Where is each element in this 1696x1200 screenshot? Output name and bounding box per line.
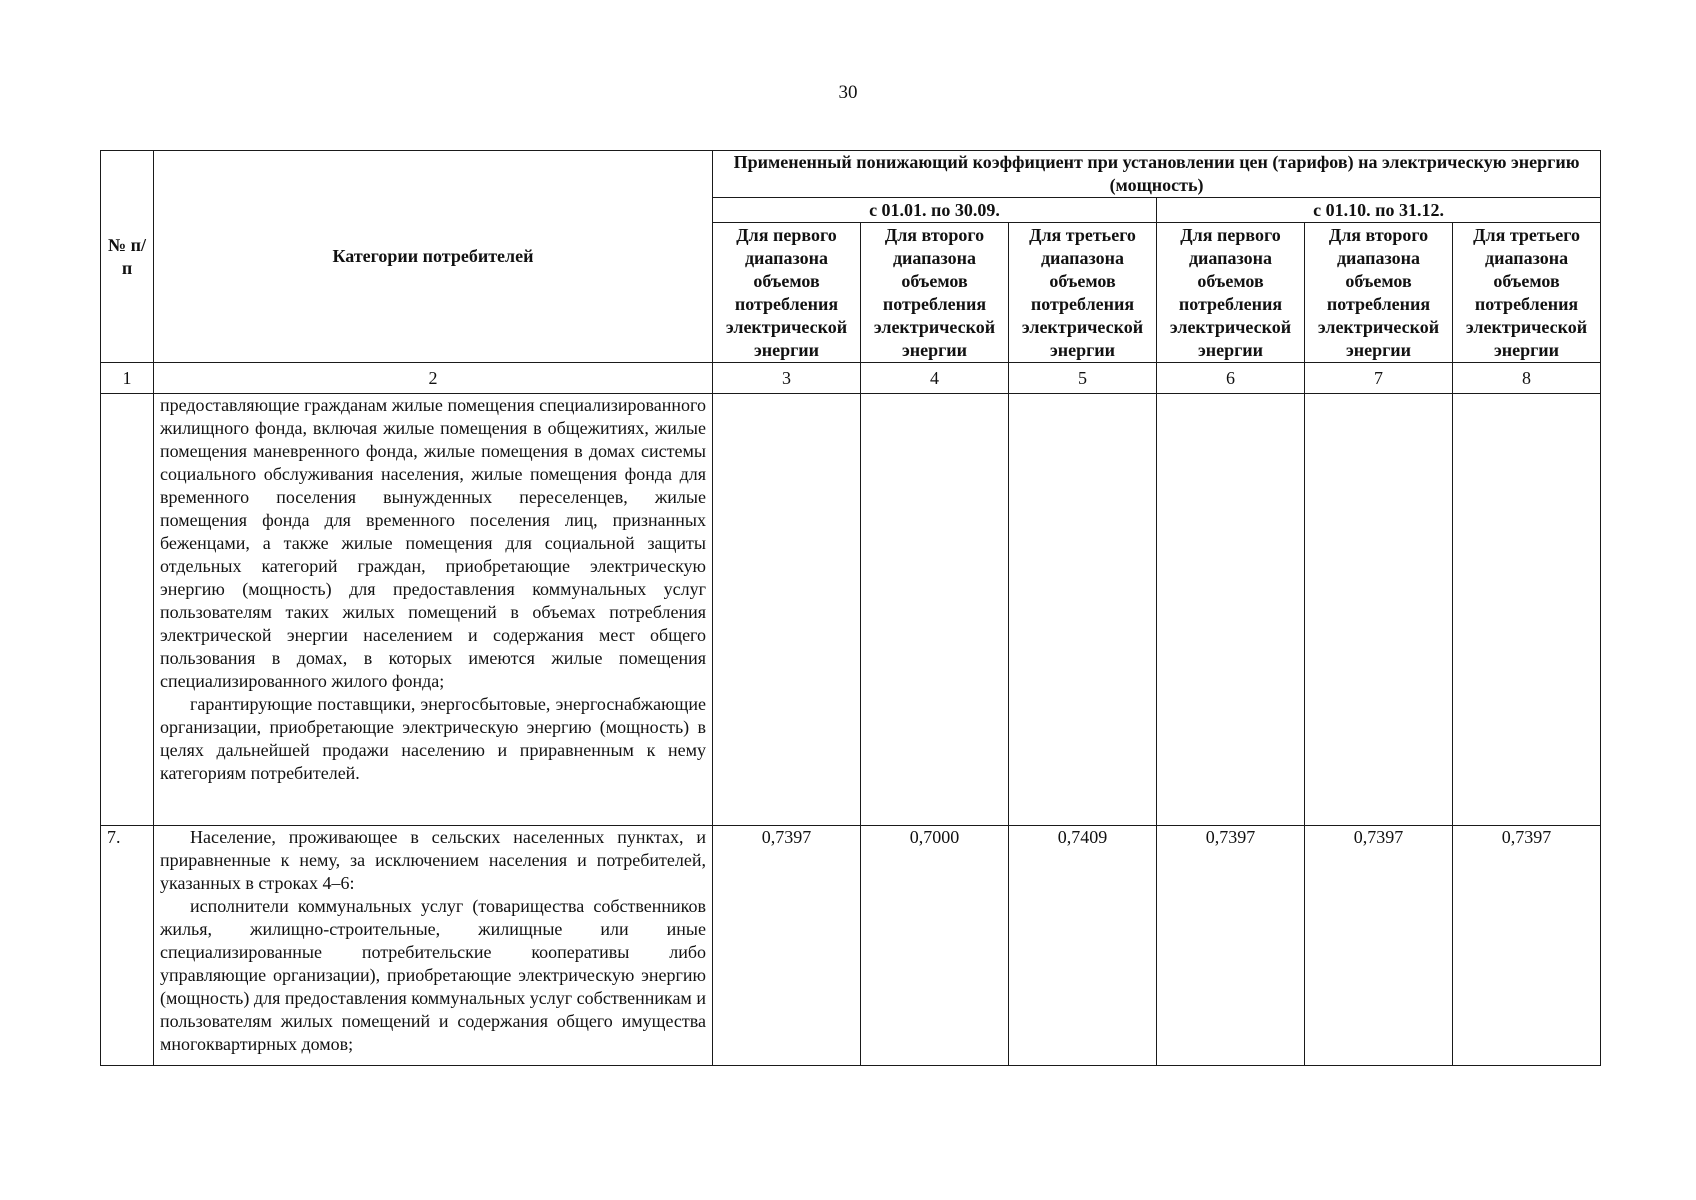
header-range-1: Для первого диапазона объемов потребления электрической энергии bbox=[713, 223, 861, 363]
category-paragraph: Население, проживающее в сельских населенных пунктах, и приравненные к нему, за исключением населения и потребителей, указанных в строках 4–6: bbox=[160, 827, 706, 893]
category-paragraph: гарантирующие поставщики, энергосбытовые, энергоснабжающие организации, приобретающие электрическую энергию (мощность) в целях дальнейшей продажи населению и приравненным к нему категориям потребителей. bbox=[160, 694, 706, 783]
coefficient-value: 0,7397 bbox=[1453, 826, 1601, 1066]
coefficient-value bbox=[1009, 394, 1157, 826]
row-number bbox=[101, 394, 154, 826]
coefficient-value: 0,7000 bbox=[861, 826, 1009, 1066]
column-number: 7 bbox=[1305, 363, 1453, 394]
header-period-1: с 01.01. по 30.09. bbox=[713, 198, 1157, 223]
header-num: № п/п bbox=[101, 151, 154, 363]
tariff-coefficient-table bbox=[100, 150, 1601, 1066]
row-number: 7. bbox=[101, 826, 154, 1066]
table-row bbox=[101, 394, 1601, 826]
category-paragraph: исполнители коммунальных услуг (товарищества собственников жилья, жилищно-строительные, жилищные или иные специализированные потребительские кооперативы либо управляющие организации), приобретающие электрическую энергию (мощность) для предоставления коммунальных услуг собственникам и пользователям жилых помещений и содержания общего имущества многоквартирных домов; bbox=[160, 896, 706, 1054]
coefficient-value: 0,7397 bbox=[1305, 826, 1453, 1066]
table-row bbox=[101, 826, 1601, 1066]
header-range-4: Для первого диапазона объемов потребления электрической энергии bbox=[1157, 223, 1305, 363]
header-category: Категории потребителей bbox=[154, 151, 713, 363]
column-number: 8 bbox=[1453, 363, 1601, 394]
coefficient-value: 0,7409 bbox=[1009, 826, 1157, 1066]
column-number: 5 bbox=[1009, 363, 1157, 394]
column-number: 3 bbox=[713, 363, 861, 394]
column-number: 6 bbox=[1157, 363, 1305, 394]
column-number: 4 bbox=[861, 363, 1009, 394]
coefficient-value bbox=[713, 394, 861, 826]
coefficient-value: 0,7397 bbox=[1157, 826, 1305, 1066]
coefficient-value bbox=[1453, 394, 1601, 826]
coefficient-value bbox=[861, 394, 1009, 826]
header-range-6: Для третьего диапазона объемов потребления электрической энергии bbox=[1453, 223, 1601, 363]
page-number: 30 bbox=[838, 82, 858, 103]
header-range-3: Для третьего диапазона объемов потребления электрической энергии bbox=[1009, 223, 1157, 363]
coefficient-value bbox=[1157, 394, 1305, 826]
coefficient-value: 0,7397 bbox=[713, 826, 861, 1066]
column-number-row bbox=[101, 363, 1601, 394]
header-range-2: Для второго диапазона объемов потребления электрической энергии bbox=[861, 223, 1009, 363]
category-text bbox=[154, 826, 713, 1066]
column-number: 1 bbox=[101, 363, 154, 394]
header-period-2: с 01.10. по 31.12. bbox=[1157, 198, 1601, 223]
category-text bbox=[154, 394, 713, 826]
header-range-5: Для второго диапазона объемов потребления электрической энергии bbox=[1305, 223, 1453, 363]
category-paragraph: предоставляющие гражданам жилые помещения специализированного жилищного фонда, включая жилые помещения в общежитиях, жилые помещения маневренного фонда, жилые помещения в домах системы социального обслуживания населения, жилые помещения фонда для временного поселения вынужденных переселенцев, жилые помещения фонда для временного поселения лиц, признанных беженцами, а также жилые помещения для социальной защиты отдельных категорий граждан, приобретающие электрическую энергию (мощность) для предоставления коммунальных услуг пользователям таких жилых помещений в объемах потребления электрической энергии населением и содержания мест общего пользования в домах, в которых имеются жилые помещения специализированного жилого фонда; bbox=[160, 395, 706, 691]
column-number: 2 bbox=[154, 363, 713, 394]
coefficient-value bbox=[1305, 394, 1453, 826]
header-coefficient-title: Примененный понижающий коэффициент при установлении цен (тарифов) на электрическую энергию (мощность) bbox=[713, 151, 1601, 198]
